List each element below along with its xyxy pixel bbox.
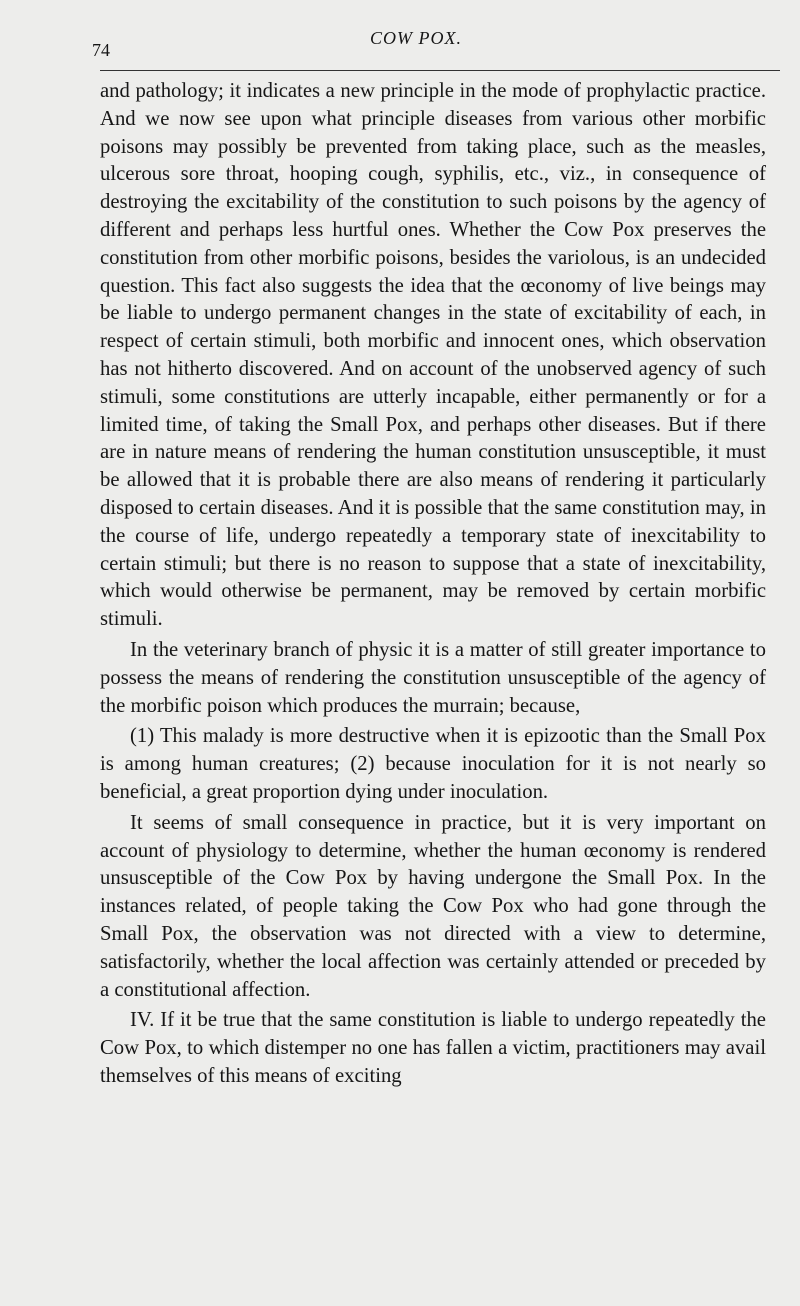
page-number: 74 xyxy=(92,40,110,60)
paragraph-4: It seems of small consequence in practice, but it is very important on account of physiology to determine, whether the human œconomy is rendered unsusceptible of the Cow Pox by having undergone the Small Pox. In the instances related, of people taking the Cow Pox who had gone through the Small Pox, the observation was not directed with a view to determine, satisfactorily, whether the local affection was certainly attended or preceded by a constitutional affection. xyxy=(100,811,766,1001)
paragraph-3: (1) This malady is more destructive when it is epizootic than the Small Pox is among human creatures; (2) because inoculation for it is not nearly so beneficial, a great proportion dying under inoculation. xyxy=(100,725,766,803)
body-text xyxy=(100,78,766,1091)
paragraph-2: In the veterinary branch of physic it is a matter of still greater importance to possess the means of rendering the constitution unsusceptible of the agency of the morbific poison which produces the murrain; because, xyxy=(100,638,766,717)
running-head: COW POX. xyxy=(370,28,462,48)
header-rule xyxy=(100,70,780,71)
paragraph-1: and pathology; it indicates a new principle in the mode of prophylactic practice. And we now see upon what principle diseases from various other morbific poisons may possibly be prevented from taking place, such as the measles, ulcerous sore throat, hooping cough, syphilis, etc., viz., in consequence of destroying the excitability of the constitution to such poisons by the agency of different and perhaps less hurtful ones. Whether the Cow Pox preserves the constitution from other morbific poisons, besides the variolous, is an undecided question. This fact also suggests the idea that the œconomy of live beings may be liable to undergo permanent changes in the state of excitability of each, in respect of certain stimuli, both morbific and innocent ones, which observation has not hitherto discovered. And on account of the unobserved agency of such stimuli, some constitutions are utterly incapable, either permanently or for a limited time, of taking the Small Pox, and perhaps other diseases. But if there are in nature means of rendering the human constitution unsusceptible, it must be allowed that it is probable there are also means of rendering it particularly disposed to certain diseases. And it is possible that the same constitution may, in the course of life, undergo repeatedly a temporary state of inexcitability to certain stimuli; but there is no reason to suppose that a state of inexcitability, which would otherwise be permanent, may be removed by certain morbific stimuli. xyxy=(100,80,766,631)
paragraph-5: IV. If it be true that the same constitution is liable to undergo repeatedly the Cow Pox, to which distemper no one has fallen a victim, practitioners may avail themselves of this means of exciting xyxy=(100,1009,766,1087)
